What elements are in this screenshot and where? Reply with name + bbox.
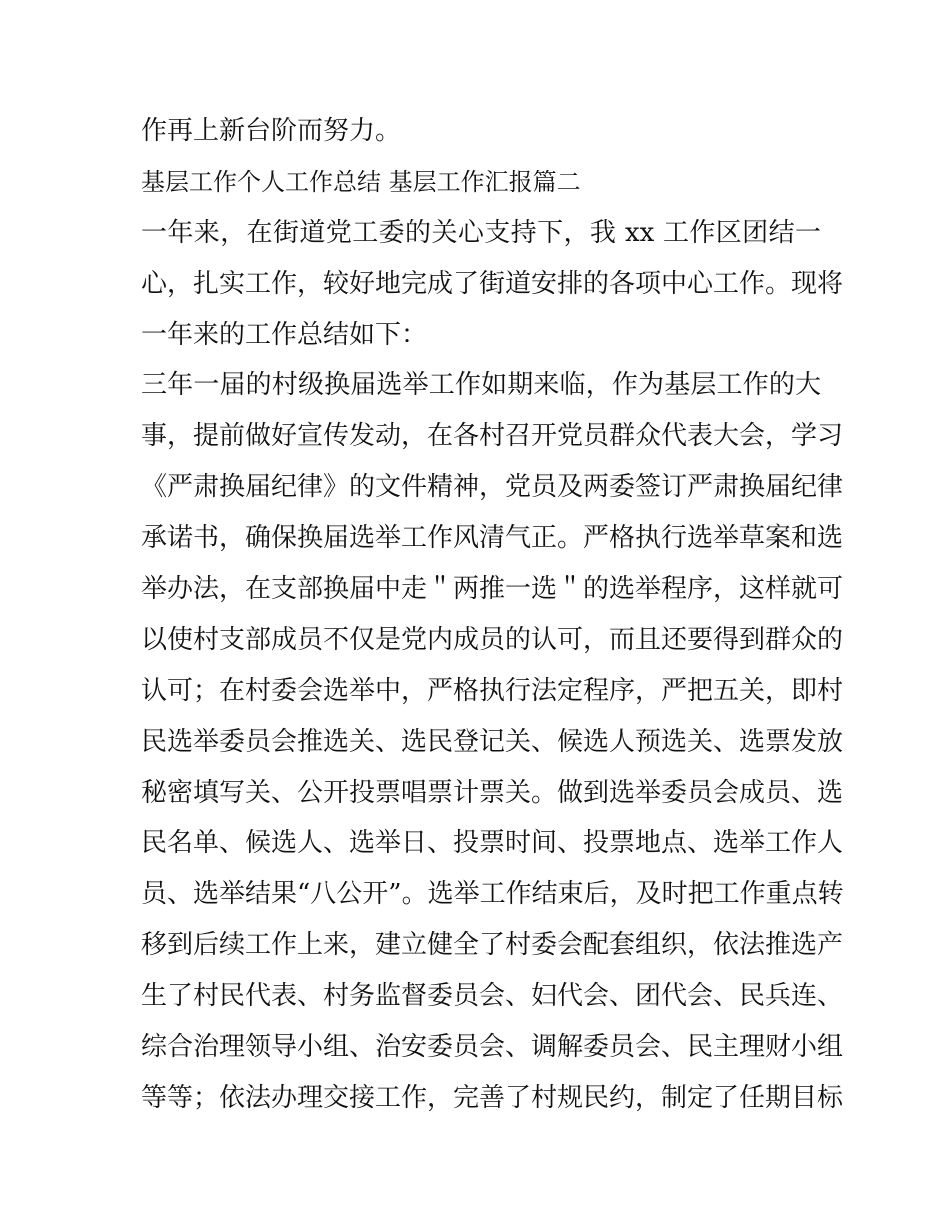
paragraph-line-18: 生了村民代表、村务监督委员会、妇代会、团代会、民兵连、 [141, 981, 844, 1012]
paragraph-line-6: 三年一届的村级换届选举工作如期来临，作为基层工作的大 [141, 370, 821, 401]
paragraph-line-8: 《严肃换届纪律》的文件精神，党员及两委签订严肃换届纪律 [141, 472, 844, 503]
paragraph-line-5: 一年来的工作总结如下： [141, 319, 428, 350]
paragraph-line-11: 以使村支部成员不仅是党内成员的认可，而且还要得到群众的 [141, 624, 844, 655]
paragraph-line-12: 认可；在村委会选举中，严格执行法定程序，严把五关，即村 [141, 675, 844, 706]
document-body [141, 106, 844, 1124]
paragraph-line-14: 秘密填写关、公开投票唱票计票关。做到选举委员会成员、选 [141, 777, 844, 808]
paragraph-line-19: 综合治理领导小组、治安委员会、调解委员会、民主理财小组 [141, 1032, 844, 1063]
paragraph-line-10: 举办法，在支部换届中走＂两推一选＂的选举程序，这样就可 [141, 574, 844, 605]
section-heading: 基层工作个人工作总结 基层工作汇报篇二 [141, 167, 581, 196]
paragraph-line-3: 一年来，在街道党工委的关心支持下，我 xx 工作区团结一 [141, 217, 821, 248]
paragraph-line-17: 移到后续工作上来，建立健全了村委会配套组织，依法推选产 [141, 930, 844, 961]
paragraph-line-16: 员、选举结果“八公开”。选举工作结束后，及时把工作重点转 [141, 879, 844, 910]
paragraph-line-13: 民选举委员会推选关、选民登记关、候选人预选关、选票发放 [141, 726, 844, 757]
paragraph-line-15: 民名单、候选人、选举日、投票时间、投票地点、选举工作人 [141, 828, 844, 859]
paragraph-line-7: 事，提前做好宣传发动，在各村召开党员群众代表大会，学习 [141, 421, 844, 452]
paragraph-line-20: 等等；依法办理交接工作，完善了村规民约，制定了任期目标 [141, 1082, 844, 1113]
paragraph-line-9: 承诺书，确保换届选举工作风清气正。严格执行选举草案和选 [141, 523, 844, 554]
paragraph-line-1: 作再上新台阶而努力。 [141, 116, 402, 146]
paragraph-line-4: 心，扎实工作，较好地完成了街道安排的各项中心工作。现将 [141, 268, 844, 299]
